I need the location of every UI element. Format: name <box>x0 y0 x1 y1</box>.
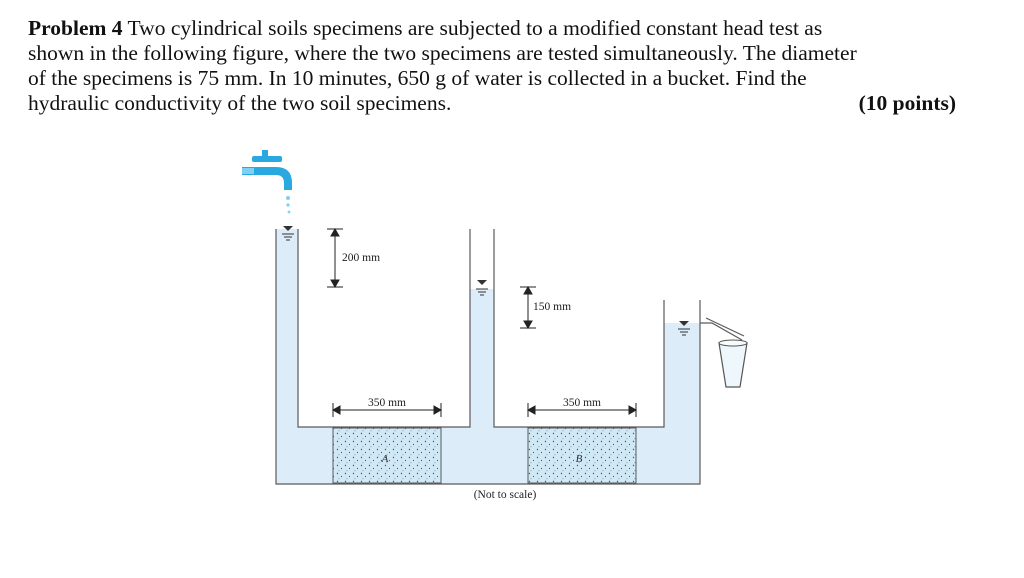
overflow-spout <box>700 318 744 340</box>
specimen-a-label: A <box>381 453 389 465</box>
specimen-b-label: B <box>575 453 583 465</box>
points-label: (10 points) <box>858 91 956 115</box>
dimension-head-200 <box>327 229 343 287</box>
dim-length-b-label: 350 mm <box>562 397 602 409</box>
dim-head-2-label: 150 mm <box>533 301 572 313</box>
dim-length-a-label: 350 mm <box>367 397 407 409</box>
dim-head-1-label: 200 mm <box>342 252 381 264</box>
not-to-scale-note: (Not to scale) <box>473 489 537 501</box>
faucet-icon <box>242 150 292 213</box>
problem-line-3: of the specimens is 75 mm. In 10 minutes, 650 g of water is collected in a bucket. Find the <box>28 66 807 90</box>
problem-text-1: Two cylindrical soils specimens are subjected to a modified constant head test as <box>127 16 823 40</box>
problem-label: Problem 4 <box>28 16 123 40</box>
bucket-icon <box>719 340 747 387</box>
problem-line-2: shown in the following figure, where the two specimens are tested simultaneously. The diameter <box>28 41 857 65</box>
problem-text-4: hydraulic conductivity of the two soil specimens. <box>28 91 452 115</box>
